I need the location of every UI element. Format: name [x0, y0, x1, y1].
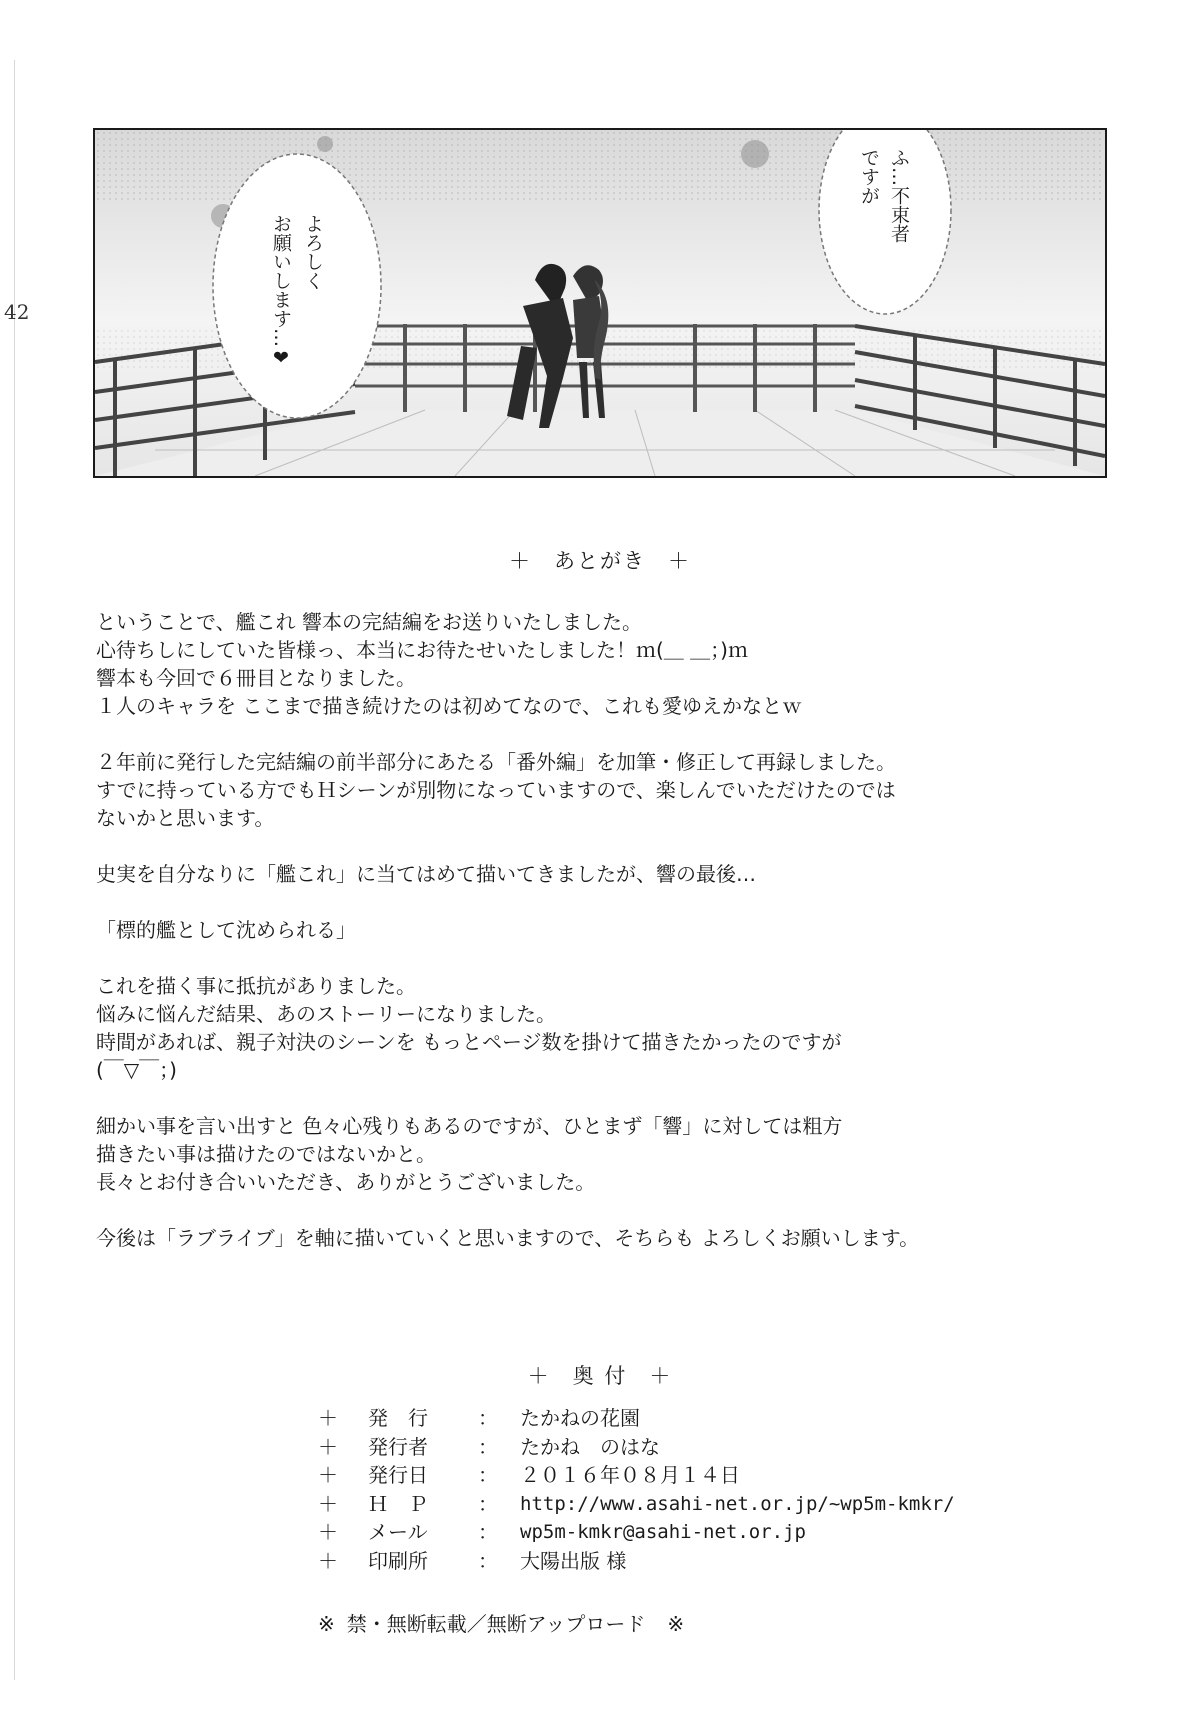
afterword-line: 響本も今回で６冊目となりました。 [96, 666, 416, 690]
colophon-row [318, 1518, 1078, 1547]
plus-mark: ＋ [649, 1364, 673, 1388]
afterword-line: 「標的艦として沈められる」 [96, 918, 356, 942]
manga-panel [93, 128, 1107, 478]
afterword-body [96, 608, 1136, 1280]
afterword-line: 細かい事を言い出すと 色々心残りもあるのですが、ひとまず「響」に対しては粗方 [96, 1114, 843, 1138]
colophon-key: 発行日 [368, 1463, 428, 1487]
bubble-right-line-2: ですが [858, 148, 880, 205]
colophon-value: たかねの花園 [520, 1406, 640, 1430]
bubble-right-line-1: ふ…不束者 [888, 148, 910, 243]
colophon-row [318, 1461, 1078, 1490]
afterword-line: 史実を自分なりに「艦これ」に当てはめて描いてきましたが、響の最後… [96, 862, 756, 886]
notice-mark: ※ [318, 1612, 335, 1636]
page-number: 42 [4, 300, 30, 324]
afterword-line: ということで、艦これ 響本の完結編をお送りいたしました。 [96, 610, 642, 634]
colophon-separator: ： [478, 1406, 498, 1430]
colophon-plus: ＋ [318, 1491, 338, 1516]
afterword-paragraph [96, 608, 1136, 720]
colophon-key: メール [368, 1520, 428, 1544]
notice-text: 禁・無断転載／無断アップロード [346, 1612, 646, 1636]
colophon-plus: ＋ [318, 1406, 338, 1430]
colophon-key: 印刷所 [368, 1548, 428, 1573]
colophon-plus: ＋ [318, 1548, 338, 1573]
colophon-separator: ： [478, 1434, 498, 1459]
afterword-line: これを描く事に抵抗がありました。 [96, 974, 416, 998]
notice-mark: ※ [667, 1612, 685, 1636]
afterword-paragraph [96, 860, 1136, 888]
afterword-line: ないかと思います。 [96, 806, 275, 830]
bubble-left-line-2: お願いします…❤ [270, 214, 292, 369]
afterword-line: 時間があれば、親子対決のシーンを もっとページ数を掛けて描きたかったのですが [96, 1030, 842, 1054]
colophon-separator: ： [478, 1520, 498, 1544]
afterword-paragraph [96, 1112, 1136, 1196]
colophon-separator: ： [478, 1463, 498, 1487]
panel-illustration [95, 130, 1105, 476]
afterword-line: 心待ちしにしていた皆様っ、本当にお待たせいたしました！ｍ(＿ ＿；)ｍ [96, 638, 748, 662]
plus-mark: ＋ [668, 549, 691, 573]
colophon-value: 大陽出版 様 [520, 1548, 627, 1573]
plus-mark: ＋ [509, 549, 532, 573]
colophon-row [318, 1404, 1078, 1433]
afterword-line: ２年前に発行した完結編の前半部分にあたる「番外編」を加筆・修正して再録しました。 [96, 750, 896, 774]
colophon-value: ２０１６年０８月１４日 [520, 1463, 740, 1487]
colophon-value[interactable]: http://www.asahi-net.or.jp/~wp5m-kmkr/ [520, 1492, 955, 1515]
colophon-plus: ＋ [318, 1520, 338, 1544]
afterword-paragraph [96, 916, 1136, 944]
colophon-separator: ： [478, 1548, 498, 1573]
colophon-row [318, 1433, 1078, 1462]
colophon-title: 奥 付 [572, 1364, 628, 1388]
afterword-title: あとがき [554, 549, 646, 573]
colophon-row [318, 1547, 1078, 1576]
afterword-line: (￣▽￣；) [96, 1058, 177, 1082]
colophon-plus: ＋ [318, 1463, 338, 1487]
afterword-line: 今後は「ラブライブ」を軸に描いていくと思いますので、そちらも よろしくお願いします。 [96, 1226, 920, 1250]
afterword-line: すでに持っている方でもＨシーンが別物になっていますので、楽しんでいただけたのでは [96, 778, 896, 802]
speech-bubble-left [213, 154, 381, 418]
afterword-line: 描きたい事は描けたのではないかと。 [96, 1142, 436, 1166]
colophon-table [318, 1404, 1078, 1575]
colophon-separator: ： [478, 1491, 498, 1516]
afterword-line: 長々とお付き合いいただき、ありがとうございました。 [96, 1170, 596, 1194]
colophon-key: 発 行 [368, 1406, 428, 1430]
afterword-line: １人のキャラを ここまで描き続けたのは初めてなので、これも愛ゆえかなとｗ [96, 694, 802, 718]
colophon-heading [0, 1360, 1200, 1390]
afterword-paragraph [96, 1224, 1136, 1252]
colophon-plus: ＋ [318, 1434, 338, 1459]
bubble-left-line-1: よろしく [302, 214, 324, 290]
colophon-value: たかね のはな [520, 1434, 660, 1459]
afterword-paragraph [96, 748, 1136, 832]
plus-mark: ＋ [527, 1364, 551, 1388]
colophon-key: 発行者 [368, 1434, 428, 1459]
afterword-line: 悩みに悩んだ結果、あのストーリーになりました。 [96, 1002, 556, 1026]
afterword-heading [0, 545, 1200, 575]
copyright-notice [318, 1608, 684, 1637]
colophon-key: Ｈ Ｐ [368, 1491, 428, 1516]
colophon-value[interactable]: wp5m-kmkr@asahi-net.or.jp [520, 1521, 806, 1543]
colophon-row [318, 1490, 1078, 1519]
afterword-paragraph [96, 972, 1136, 1084]
